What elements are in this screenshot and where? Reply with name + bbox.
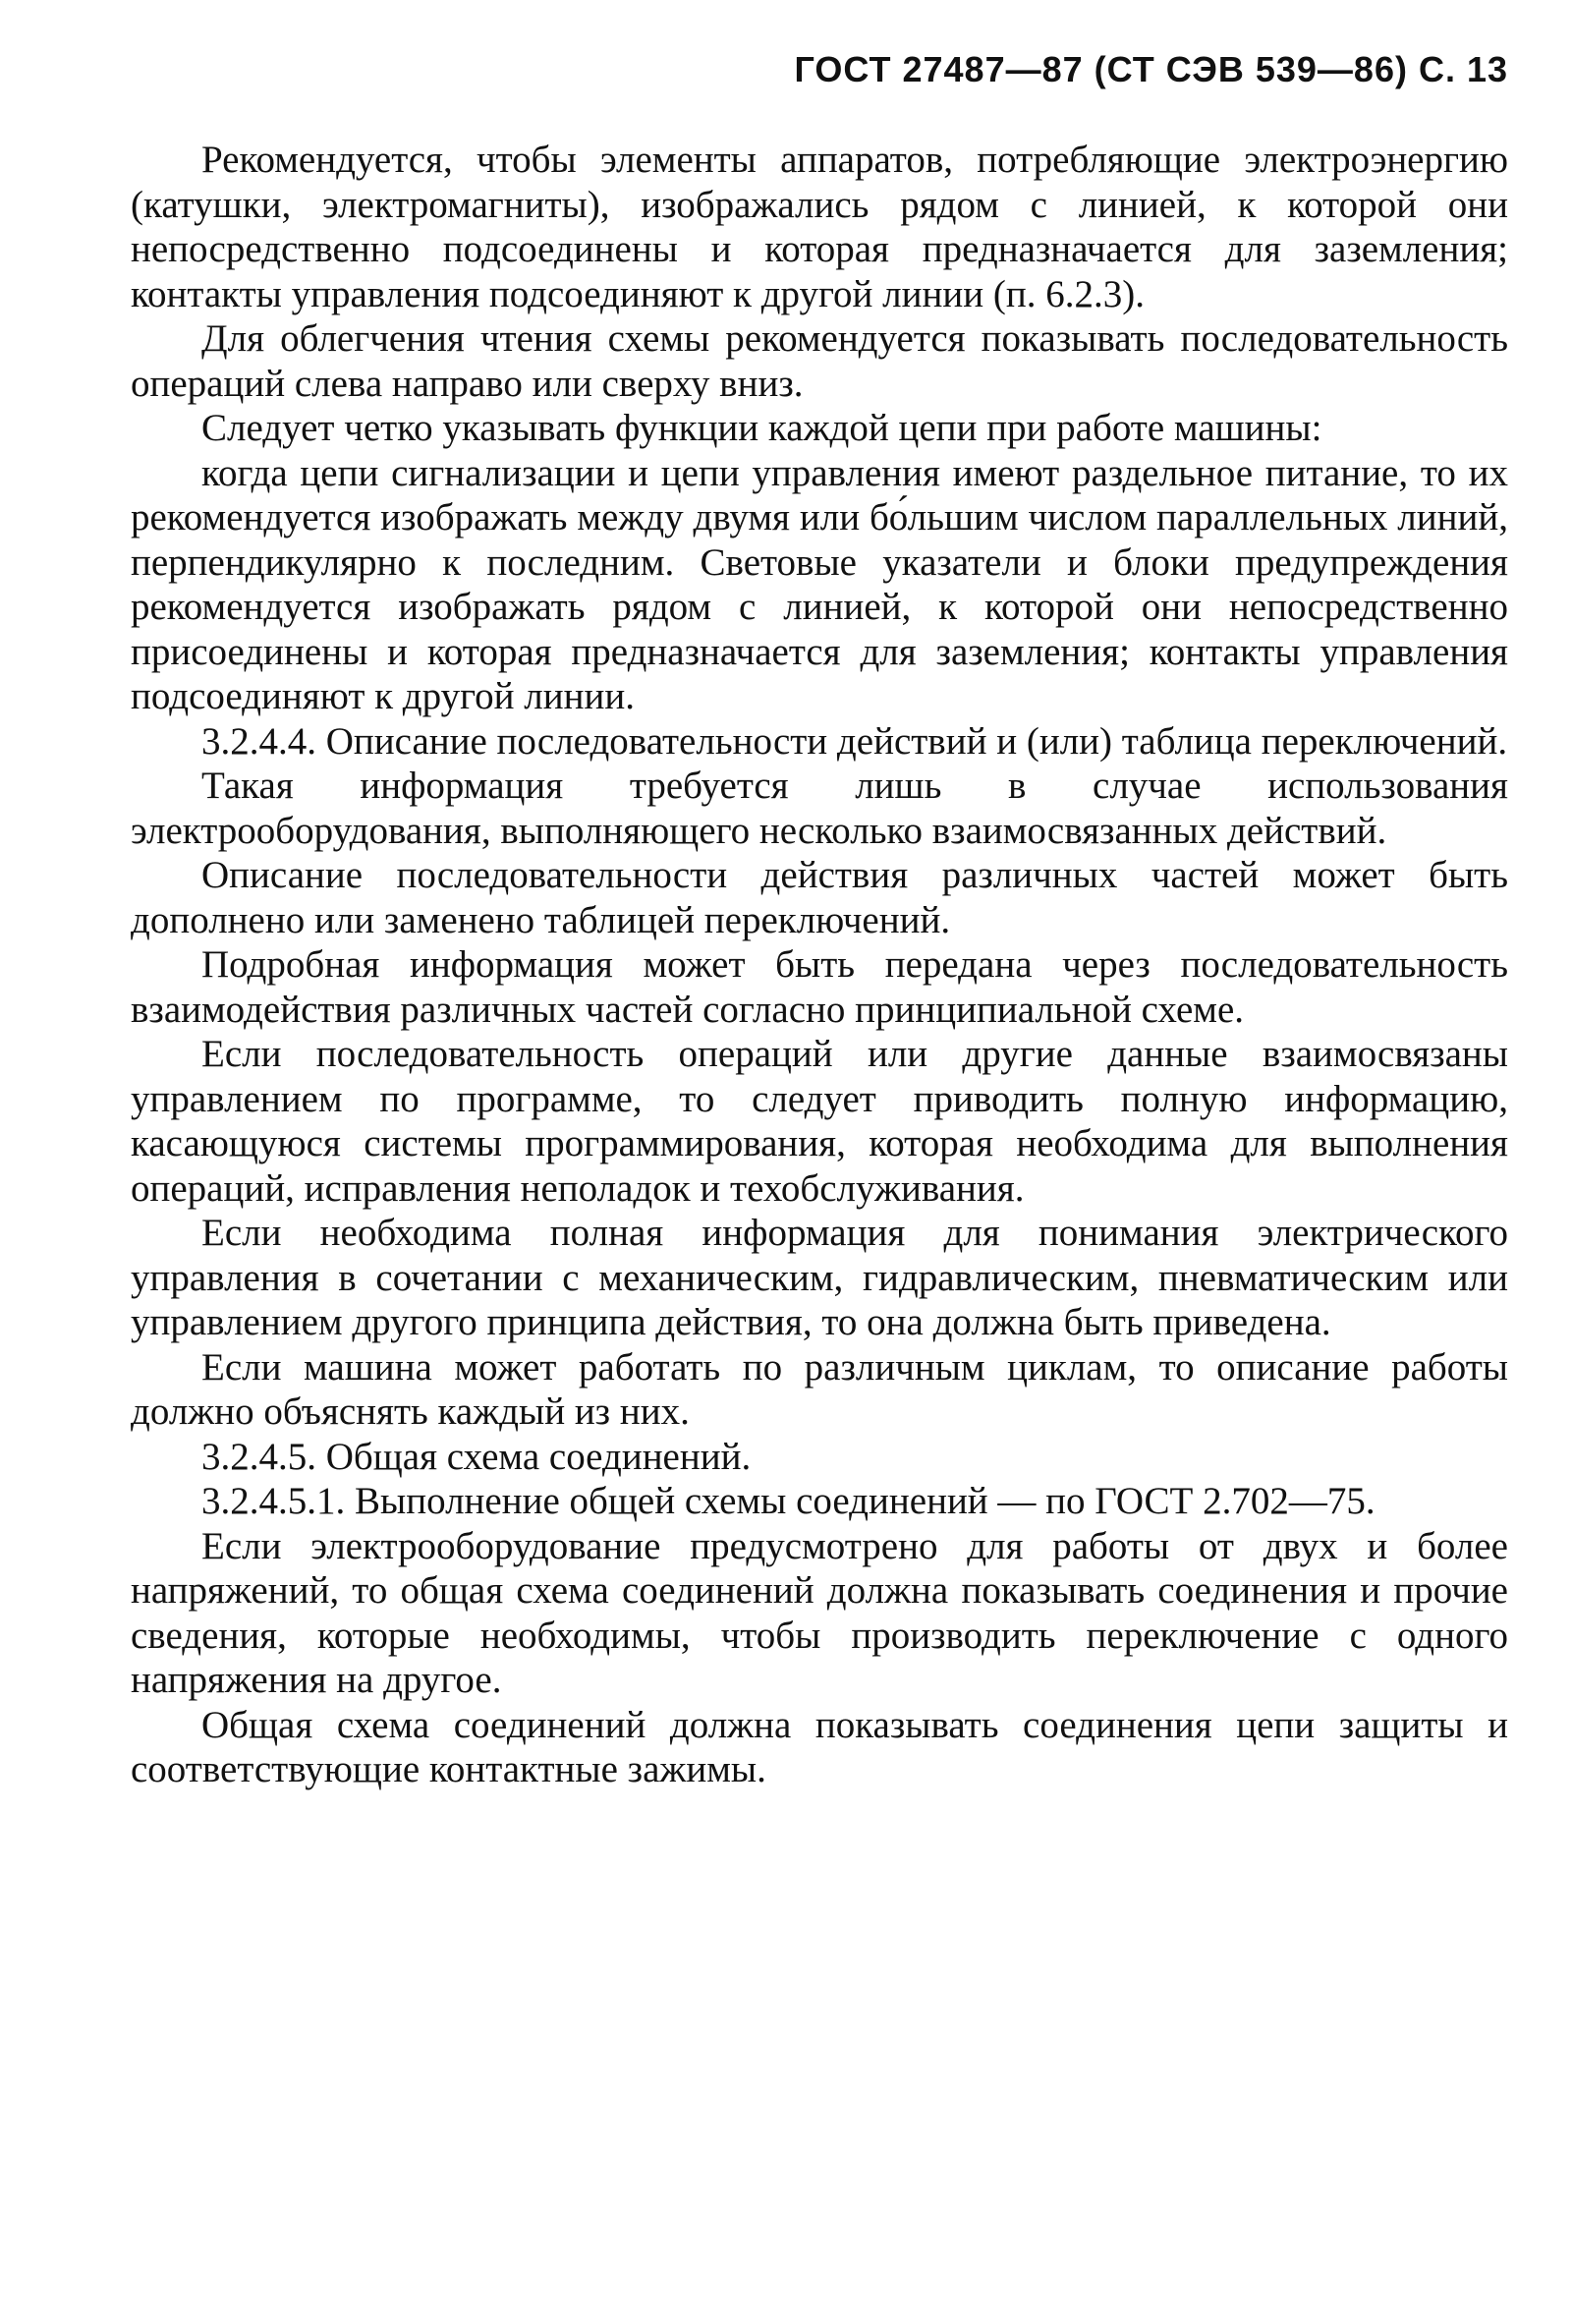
section-3-2-4-4: 3.2.4.4. Описание последовательности действий и (или) таблица переключений. [201, 719, 1508, 763]
section-3-2-4-5: 3.2.4.5. Общая схема соединений. [201, 1435, 752, 1478]
paragraph-11: Если машина может работать по различным циклам, то описание работы должно объяснять каждый из них. [131, 1345, 1508, 1433]
paragraph-6: Такая информация требуется лишь в случае использования электрооборудования, выполняющего несколько взаимосвязанных действий. [131, 765, 1508, 852]
paragraph-15: Общая схема соединений должна показывать соединения цепи защиты и соответствующие контактные зажимы. [131, 1703, 1508, 1790]
paragraph-3: Следует четко указывать функции каждой цепи при работе машины: [201, 407, 1322, 449]
page-header: ГОСТ 27487—87 (СТ СЭВ 539—86) С. 13 [794, 49, 1508, 89]
section-3-2-4-5-1: 3.2.4.5.1. Выполнение общей схемы соединений — по ГОСТ 2.702—75. [201, 1480, 1376, 1522]
paragraph-8: Подробная информация может быть передана через последовательность взаимодействия различных частей согласно принципиальной схеме. [131, 943, 1508, 1031]
paragraph-9: Если последовательность операций или другие данные взаимосвязаны управлением по программе, то следует приводить полную информацию, касающуюся системы программирования, которая необходима для выполнения операций, исправления неполадок и техобслуживания. [131, 1033, 1508, 1210]
paragraph-1: Рекомендуется, чтобы элементы аппаратов, потребляющие электроэнергию (катушки, электромагниты), изображались рядом с линией, к которой они непосредственно подсоединены и которая предназначается для заземления; контакты управления подсоединяют к другой линии (п. 6.2.3). [131, 139, 1508, 315]
paragraph-2: Для облегчения чтения схемы рекомендуется показывать последовательность операций слева направо или сверху вниз. [131, 317, 1508, 405]
paragraph-4: когда цепи сигнализации и цепи управления имеют раздельное питание, то их рекомендуется изображать между двумя или бо́льшим числом параллельных линий, перпендикулярно к последним. Световые указатели и блоки предупреждения рекомендуется изображать рядом с линией, к которой они непосредственно присоединены и которая предназначается для заземления; контакты управления подсоединяют к другой линии. [131, 451, 1508, 717]
document-body [131, 138, 1508, 1792]
paragraph-14: Если электрооборудование предусмотрено для работы от двух и более напряжений, то общая схема соединений должна показывать соединения и прочие сведения, которые необходимы, чтобы производить переключение с одного напряжения на другое. [131, 1524, 1508, 1701]
paragraph-10: Если необходима полная информация для понимания электрического управления в сочетании с механическим, гидравлическим, пневматическим или управлением другого принципа действия, то она должна быть приведена. [131, 1212, 1508, 1343]
paragraph-7: Описание последовательности действия различных частей может быть дополнено или заменено таблицей переключений. [131, 854, 1508, 941]
